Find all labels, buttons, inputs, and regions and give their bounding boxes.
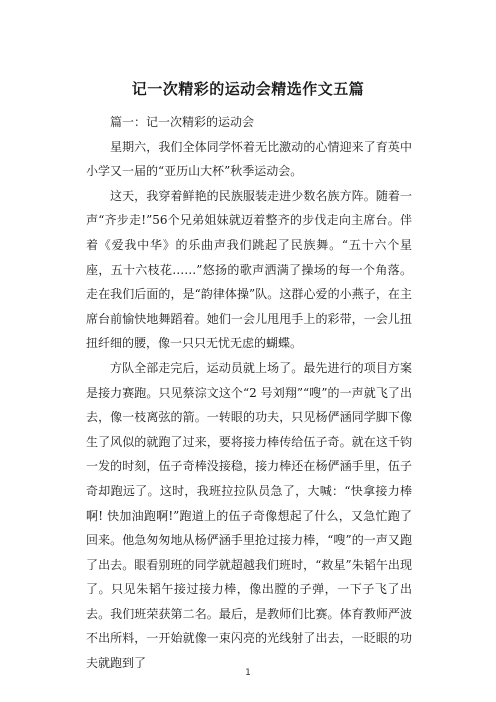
document-title: 记一次精彩的运动会精选作文五篇 — [131, 80, 365, 98]
page-number: 1 — [245, 668, 251, 678]
section-heading: 篇一：记一次精彩的运动会 — [110, 115, 255, 129]
paragraph: 方队全部走完后，运动员就上场了。最先进行的项目方案是接力赛跑。只见蔡淙文这个“2 号刘翔”“嗖”的一声就飞了出去，像一枝离弦的箭。一转眼的功夫，只见杨俨涵同学脚下像生了风似的就跑了过来，要将接力棒传给伍子奇。就在这千钧一发的时刻，伍子奇棒没接稳，接力棒还在杨俨涵手里，伍子奇却跑远了。这时，我班拉拉队员急了，大喊：“快拿接力棒啊! 快加油跑啊!”跑道上的伍子奇像想起了什么，又急忙跑了回来。他急匆匆地从杨俨涵手里抢过接力棒，“嗖”的一声又跑了出去。眼看别班的同学就超越我们班时，“救星”朱韬午出现了。只见朱韬午接过接力棒，像出膛的子弹，一下子飞了出去。我们班荣获第二名。最后，是教师们比赛。体育教师严波不出所料，一开始就像一束闪亮的光线射了出去，一眨眼的功夫就跑到了 — [86, 360, 412, 671]
paragraph: 这天，我穿着鲜艳的民族服装走进少数名族方阵。随着一声“齐步走!”56个兄弟姐妹就迈着整齐的步伐走向主席台。伴着《爱我中华》的乐曲声我们跳起了民族舞。“五十六个星座，五十六枝花……”悠扬的歌声洒满了操场的每一个角落。走在我们后面的，是“韵律体操”队。这群心爱的小燕子，在主席台前愉快地舞蹈着。她们一会儿甩甩手上的彩带，一会儿扭扭纤细的腰，像一只只无忧无虑的蝴蝶。 — [86, 188, 412, 351]
paragraph: 星期六，我们全体同学怀着无比激动的心情迎来了育英中小学又一届的“亚历山大杯”秋季运动会。 — [86, 139, 412, 179]
document-body — [86, 110, 412, 676]
